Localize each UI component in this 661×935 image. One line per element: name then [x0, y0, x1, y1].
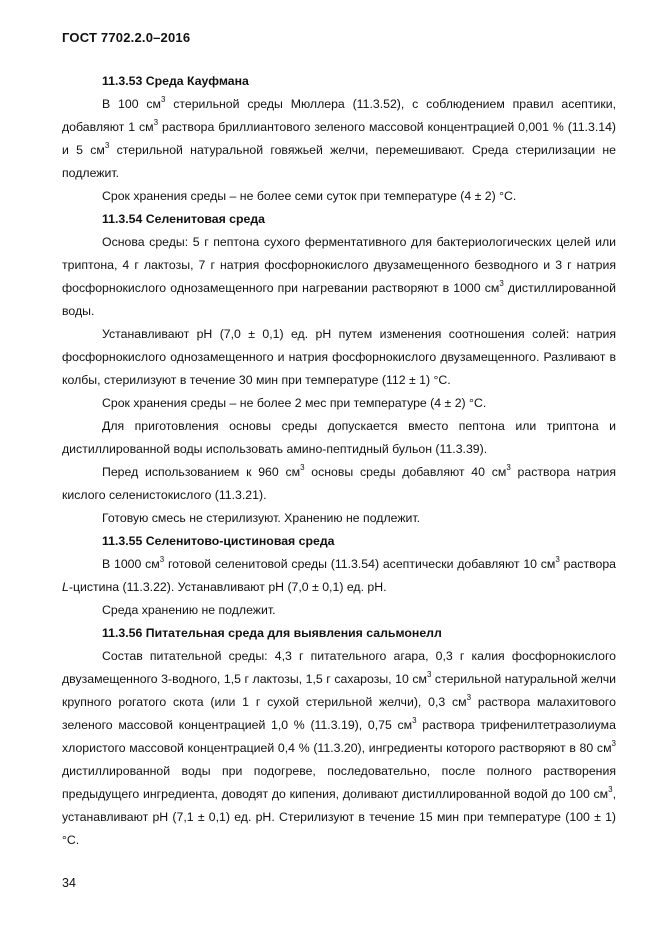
section-title: 11.3.55 Селенитово-цистиновая среда	[102, 534, 335, 548]
paragraph: Устанавливают рН (7,0 ± 0,1) ед. рН путем изменения соотношения солей: натрия фосфорнокислого однозамещенного и натрия фосфорнокислого двузамещенного. Разливают в колбы, стерилизуют в течение 30 мин при температуре (112 ± 1) °С.	[62, 327, 616, 387]
document-body	[62, 70, 616, 852]
document-header: ГОСТ 7702.2.0–2016	[62, 30, 191, 45]
paragraph: Для приготовления основы среды допускается вместо пептона или триптона и дистиллированной воды использовать амино-пептидный бульон (11.3.39).	[62, 419, 616, 456]
paragraph: В 100 $см^3$ стерильной среды Мюллера (11.3.52), с соблюдением правил асептики, добавляют 1 $см^3$ раствора бриллиантового зеленого массовой концентрацией 0,001 % (11.3.14) и 5 $см^3$ стерильной натуральной говяжьей желчи, перемешивают. Среда стерилизации не подлежит.	[62, 94, 617, 180]
section-title: 11.3.53 Среда Кауфмана	[102, 74, 249, 88]
paragraph: Готовую смесь не стерилизуют. Хранению не подлежит.	[102, 511, 421, 525]
paragraph: Основа среды: 5 г пептона сухого ферментативного для бактериологических целей или триптона, 4 г лактозы, 7 г натрия фосфорнокислого двузамещенного безводного и 3 г натрия фосфорнокислого однозамещенного при нагревании растворяют в 1000 $см^3$ дистиллированной воды.	[62, 235, 616, 318]
paragraph: Перед использованием к 960 $см^3$ основы среды добавляют 40 $см^3$ раствора натрия кислого селенистокислого (11.3.21).	[62, 462, 616, 502]
paragraph: Состав питательной среды: 4,3 г питательного агара, 0,3 г калия фосфорнокислого двузамещенного 3-водного, 1,5 г лактозы, 1,5 г сахарозы, 10 $см^3$ стерильной натуральной желчи крупного рогатого скота (или 1 г сухой стерильной желчи), 0,3 $см^3$ раствора малахитового зеленого массовой концентрацией 1,0 % (11.3.19), 0,75 $см^3$ раствора трифенилтетразолиума хлористого массовой концентрацией 0,4 % (11.3.20), ингредиенты которого растворяют в 80 $см^3$ дистиллированной воды при подогреве, последовательно, после полного растворения предыдущего ингредиента, доводят до кипения, доливают дистиллированной водой до 100 $см^3$, устанавливают рН (7,1 ± 0,1) ед. рН. Стерилизуют в течение 15 мин при температуре (100 ± 1) °С.	[62, 649, 616, 847]
paragraph: Среда хранению не подлежит.	[102, 603, 276, 617]
paragraph: В 1000 $см^3$ готовой селенитовой среды (11.3.54) асептически добавляют 10 $см^3$ раствора L-цистина (11.3.22). Устанавливают рН (7,0 ± 0,1) ед. рН.	[62, 554, 616, 594]
section-title: 11.3.56 Питательная среда для выявления сальмонелл	[102, 626, 442, 640]
page-number: 34	[62, 876, 76, 890]
section-title: 11.3.54 Селенитовая среда	[102, 212, 265, 226]
paragraph: Срок хранения среды – не более семи суток при температуре (4 ± 2) °С.	[102, 189, 517, 203]
paragraph: Срок хранения среды – не более 2 мес при температуре (4 ± 2) °С.	[102, 396, 487, 410]
